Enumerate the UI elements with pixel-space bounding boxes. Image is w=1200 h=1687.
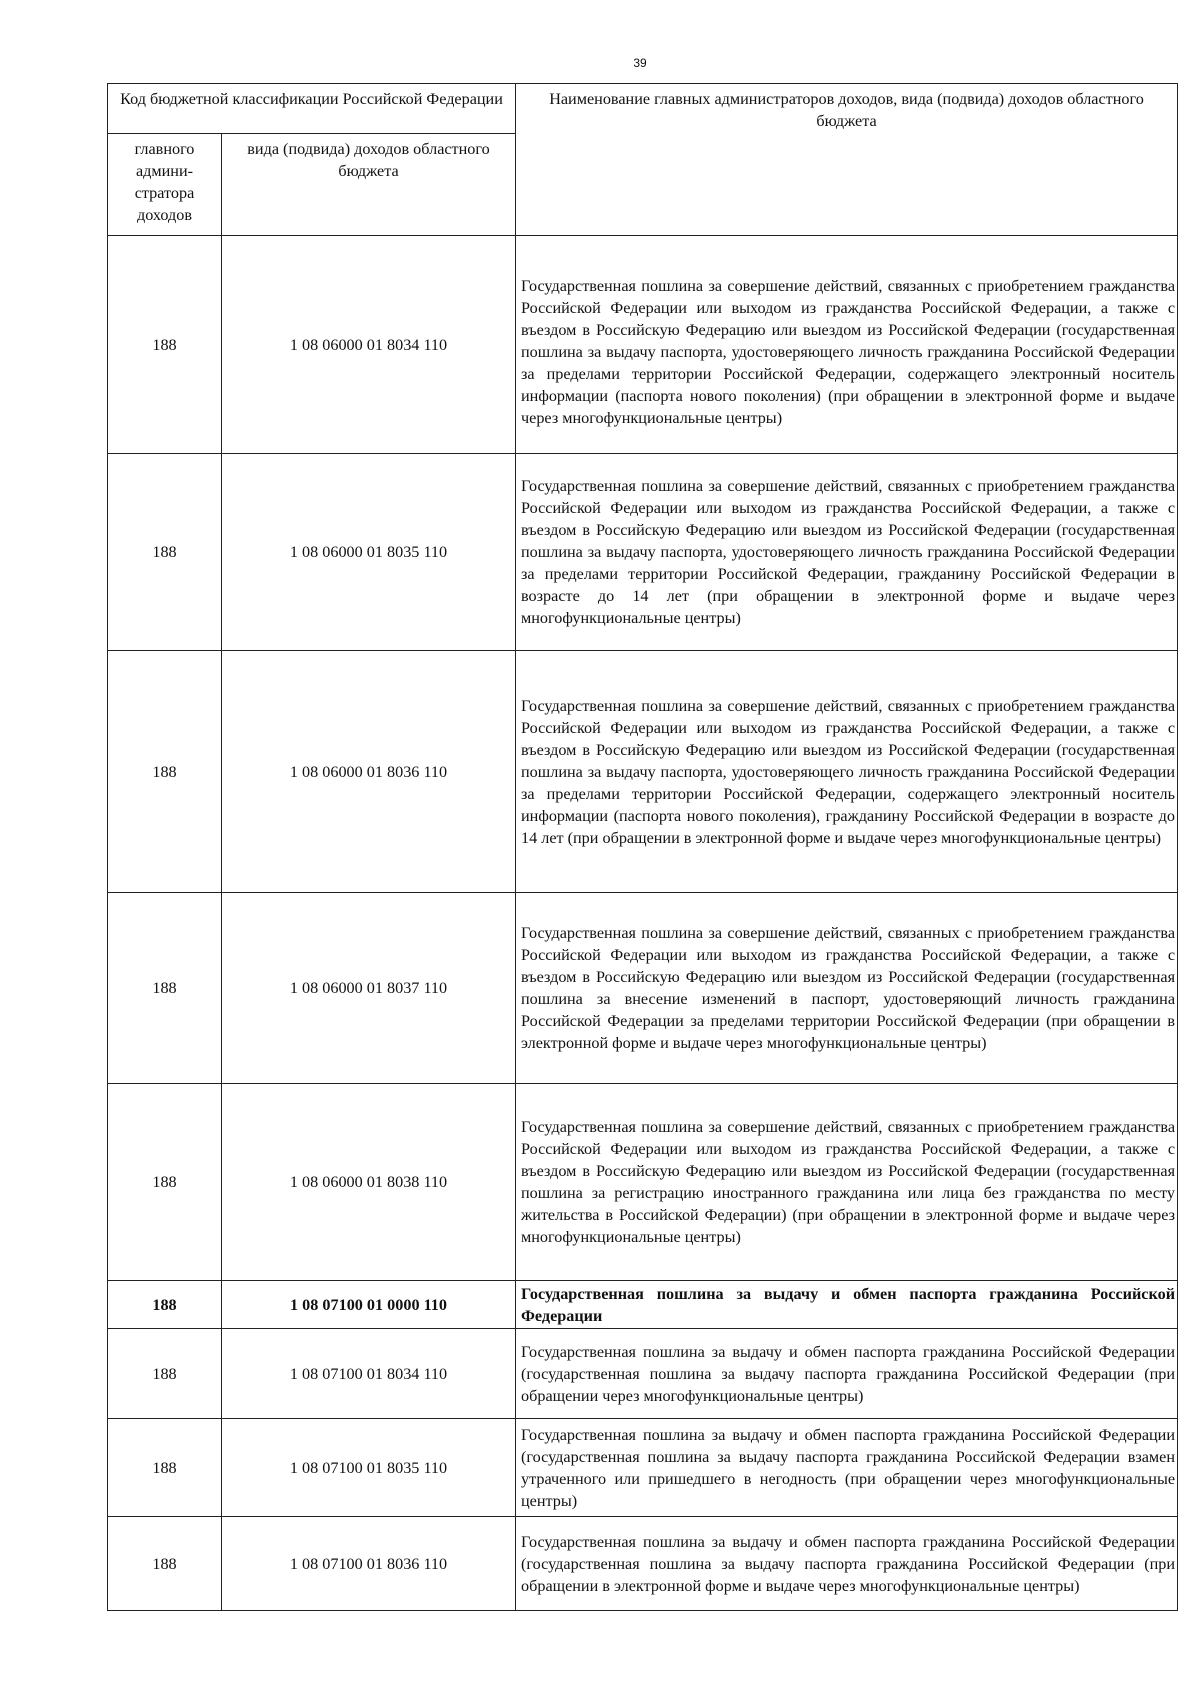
header-admin-column: главного админи-стратора доходов: [108, 134, 222, 236]
table-row: [108, 1084, 1178, 1281]
table-row: [108, 651, 1178, 893]
page-number: 39: [633, 56, 647, 70]
table-header-row: [108, 84, 1178, 134]
income-name-cell: Государственная пошлина за совершение действий, связанных с приобретением гражданства Российской Федерации или выходом из гражданства Российской Федерации, а также с въездом в Российскую Федерацию или выездом из Российской Федерации (государственная пошлина за выдачу паспорта, удостоверяющего личность гражданина Российской Федерации за пределами территории Российской Федерации, содержащего электронный носитель информации (паспорта нового поколения) (при обращении в электронной форме и выдаче через многофункциональные центры): [516, 236, 1178, 454]
table-row: [108, 1329, 1178, 1419]
income-name-cell: Государственная пошлина за совершение действий, связанных с приобретением гражданства Российской Федерации или выходом из гражданства Российской Федерации, а также с въездом в Российскую Федерацию или выездом из Российской Федерации (государственная пошлина за выдачу паспорта, удостоверяющего личность гражданина Российской Федерации за пределами территории Российской Федерации, содержащего электронный носитель информации (паспорта нового поколения), гражданину Российской Федерации в возрасте до 14 лет (при обращении в электронной форме и выдаче через многофункциональные центры): [516, 651, 1178, 893]
admin-code-cell: 188: [108, 1329, 222, 1419]
income-code-cell: 1 08 07100 01 8035 110: [222, 1419, 516, 1517]
income-code-cell: 1 08 07100 01 0000 110: [222, 1281, 516, 1329]
income-code-cell: 1 08 07100 01 8036 110: [222, 1517, 516, 1611]
income-name-cell: Государственная пошлина за выдачу и обмен паспорта гражданина Российской Федерации (государственная пошлина за выдачу паспорта гражданина Российской Федерации (при обращении в электронной форме и выдаче через многофункциональные центры): [516, 1517, 1178, 1611]
budget-classification-table: [107, 83, 1178, 1611]
table-row: [108, 236, 1178, 454]
admin-code-cell: 188: [108, 651, 222, 893]
admin-code-cell: 188: [108, 1084, 222, 1281]
header-name-column: Наименование главных администраторов доходов, вида (подвида) доходов областного бюджета: [516, 84, 1178, 236]
income-name-cell: Государственная пошлина за выдачу и обмен паспорта гражданина Российской Федерации (государственная пошлина за выдачу паспорта гражданина Российской Федерации взамен утраченного или пришедшего в негодность (при обращении через многофункциональные центры): [516, 1419, 1178, 1517]
table-row: [108, 454, 1178, 651]
admin-code-cell: 188: [108, 1517, 222, 1611]
income-name-cell: Государственная пошлина за совершение действий, связанных с приобретением гражданства Российской Федерации или выходом из гражданства Российской Федерации, а также с въездом в Российскую Федерацию или выездом из Российской Федерации (государственная пошлина за регистрацию иностранного гражданина или лица без гражданства по месту жительства в Российской Федерации) (при обращении в электронной форме и выдаче через многофункциональные центры): [516, 1084, 1178, 1281]
admin-code-cell: 188: [108, 454, 222, 651]
income-name-cell: Государственная пошлина за выдачу и обмен паспорта гражданина Российской Федерации: [516, 1281, 1178, 1329]
admin-code-cell: 188: [108, 236, 222, 454]
table-row: [108, 893, 1178, 1084]
income-name-cell: Государственная пошлина за совершение действий, связанных с приобретением гражданства Российской Федерации или выходом из гражданства Российской Федерации, а также с въездом в Российскую Федерацию или выездом из Российской Федерации (государственная пошлина за внесение изменений в паспорт, удостоверяющий личность гражданина Российской Федерации за пределами территории Российской Федерации (при обращении в электронной форме и выдаче через многофункциональные центры): [516, 893, 1178, 1084]
income-code-cell: 1 08 07100 01 8034 110: [222, 1329, 516, 1419]
income-name-cell: Государственная пошлина за совершение действий, связанных с приобретением гражданства Российской Федерации или выходом из гражданства Российской Федерации, а также с въездом в Российскую Федерацию или выездом из Российской Федерации (государственная пошлина за выдачу паспорта, удостоверяющего личность гражданина Российской Федерации за пределами территории Российской Федерации, гражданину Российской Федерации в возрасте до 14 лет (при обращении в электронной форме и выдаче через многофункциональные центры): [516, 454, 1178, 651]
income-code-cell: 1 08 06000 01 8036 110: [222, 651, 516, 893]
table-row-section: [108, 1281, 1178, 1329]
admin-code-cell: 188: [108, 893, 222, 1084]
admin-code-cell: 188: [108, 1419, 222, 1517]
income-code-cell: 1 08 06000 01 8038 110: [222, 1084, 516, 1281]
header-code-column: вида (подвида) доходов областного бюджета: [222, 134, 516, 236]
income-name-cell: Государственная пошлина за выдачу и обмен паспорта гражданина Российской Федерации (государственная пошлина за выдачу паспорта гражданина Российской Федерации (при обращении через многофункциональные центры): [516, 1329, 1178, 1419]
admin-code-cell: 188: [108, 1281, 222, 1329]
income-code-cell: 1 08 06000 01 8037 110: [222, 893, 516, 1084]
header-code-group: Код бюджетной классификации Российской Федерации: [108, 84, 516, 134]
table-row: [108, 1419, 1178, 1517]
income-code-cell: 1 08 06000 01 8034 110: [222, 236, 516, 454]
income-code-cell: 1 08 06000 01 8035 110: [222, 454, 516, 651]
table-row: [108, 1517, 1178, 1611]
